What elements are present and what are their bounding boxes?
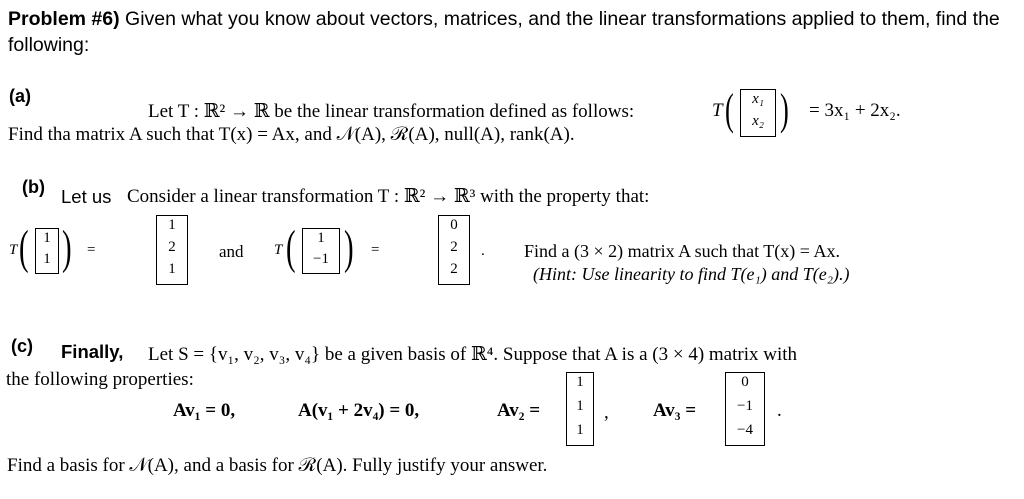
part-b-output1-b: 2 xyxy=(168,239,176,255)
part-b-label: (b) xyxy=(22,177,45,197)
problem-intro: Given what you know about vectors, matrices, and the linear transformations applied to them, find the xyxy=(125,8,1000,30)
part-c-eq3: Av₂ = xyxy=(497,400,541,421)
part-b-T2: T xyxy=(274,242,283,258)
part-c-period: . xyxy=(777,400,782,421)
part-b-input2-a: 1 xyxy=(317,230,325,246)
problem-header xyxy=(8,8,1000,31)
part-c-lead: Finally, xyxy=(61,341,124,362)
part-b-paren-r1: ) xyxy=(62,221,72,274)
part-a-T: T xyxy=(712,100,723,121)
part-b-hint: (Hint: Use linearity to find T(e₁) and T(e₂).) xyxy=(533,264,850,284)
problem-intro-continued: following: xyxy=(8,34,90,56)
part-b-input2 xyxy=(302,228,340,274)
part-c-statement-continued: the following properties: xyxy=(6,369,194,390)
part-c-eq4: Av₃ = xyxy=(653,400,697,421)
part-b-output1-a: 1 xyxy=(168,217,176,233)
part-c-av3-b: −1 xyxy=(737,398,753,414)
part-b-paren-l2: ( xyxy=(286,221,296,274)
part-a-task: Find tha matrix A such that T(x) = Ax, and 𝒩(A), ℛ(A), null(A), rank(A). xyxy=(8,124,575,145)
part-b-period: . xyxy=(481,243,485,259)
part-a-definition: Let T : ℝ² → ℝ be the linear transformation defined as follows: xyxy=(148,101,635,122)
part-b-eq1: = xyxy=(87,242,96,258)
part-b-output2-c: 2 xyxy=(450,261,458,277)
part-b-output2-a: 0 xyxy=(450,217,458,233)
part-b-output2-b: 2 xyxy=(450,239,458,255)
part-b-paren-l1: ( xyxy=(19,221,29,274)
part-c-eq2: A(v₁ + 2v₄) = 0, xyxy=(298,400,420,421)
problem-number: Problem #6) xyxy=(8,8,120,30)
part-b-paren-r2: ) xyxy=(344,221,354,274)
part-b-output1-c: 1 xyxy=(168,261,176,277)
part-b-output2 xyxy=(438,215,470,285)
part-a-right-paren: ) xyxy=(780,85,789,134)
part-b-input1 xyxy=(35,228,59,274)
part-b-statement: Consider a linear transformation T : ℝ² → ℝ³ with the property that: xyxy=(127,186,650,207)
part-c-av2-c: 1 xyxy=(576,422,584,438)
part-b-input1-a: 1 xyxy=(43,230,51,246)
part-b-input2-b: −1 xyxy=(313,251,329,267)
part-b-eq2: = xyxy=(371,242,380,258)
part-b-output1 xyxy=(156,215,188,285)
part-c-statement: Let S = {v₁, v₂, v₃, v₄} be a given basis of ℝ⁴. Suppose that A is a (3 × 4) matrix with xyxy=(148,344,798,365)
part-b-task: Find a (3 × 2) matrix A such that T(x) = Ax. xyxy=(524,241,840,261)
part-b-T1: T xyxy=(9,242,18,258)
part-b-and: and xyxy=(219,242,244,261)
part-a-x1: x₁ xyxy=(752,91,764,107)
part-c-av3-a: 0 xyxy=(741,374,749,390)
part-a-label: (a) xyxy=(9,86,31,106)
part-c-av2-a: 1 xyxy=(576,374,584,390)
part-c-av2-b: 1 xyxy=(576,398,584,414)
part-c-label: (c) xyxy=(11,336,33,356)
part-c-eq1: Av₁ = 0, xyxy=(173,400,236,421)
part-a-input-vector xyxy=(740,89,776,137)
part-a-left-paren: ( xyxy=(725,85,734,134)
part-b-lead: Let us xyxy=(61,186,112,207)
part-a-rhs: = 3x₁ + 2x₂. xyxy=(809,100,901,121)
part-c-vector-av3 xyxy=(725,372,765,446)
part-c-comma: , xyxy=(604,402,609,423)
part-a-x2: x₂ xyxy=(752,113,764,129)
part-c-task: Find a basis for 𝒩(A), and a basis for ℛ(A). Fully justify your answer. xyxy=(7,455,548,476)
part-c-av3-c: −4 xyxy=(737,422,753,438)
part-b-input1-b: 1 xyxy=(43,251,51,267)
part-c-vector-av2 xyxy=(566,372,594,446)
